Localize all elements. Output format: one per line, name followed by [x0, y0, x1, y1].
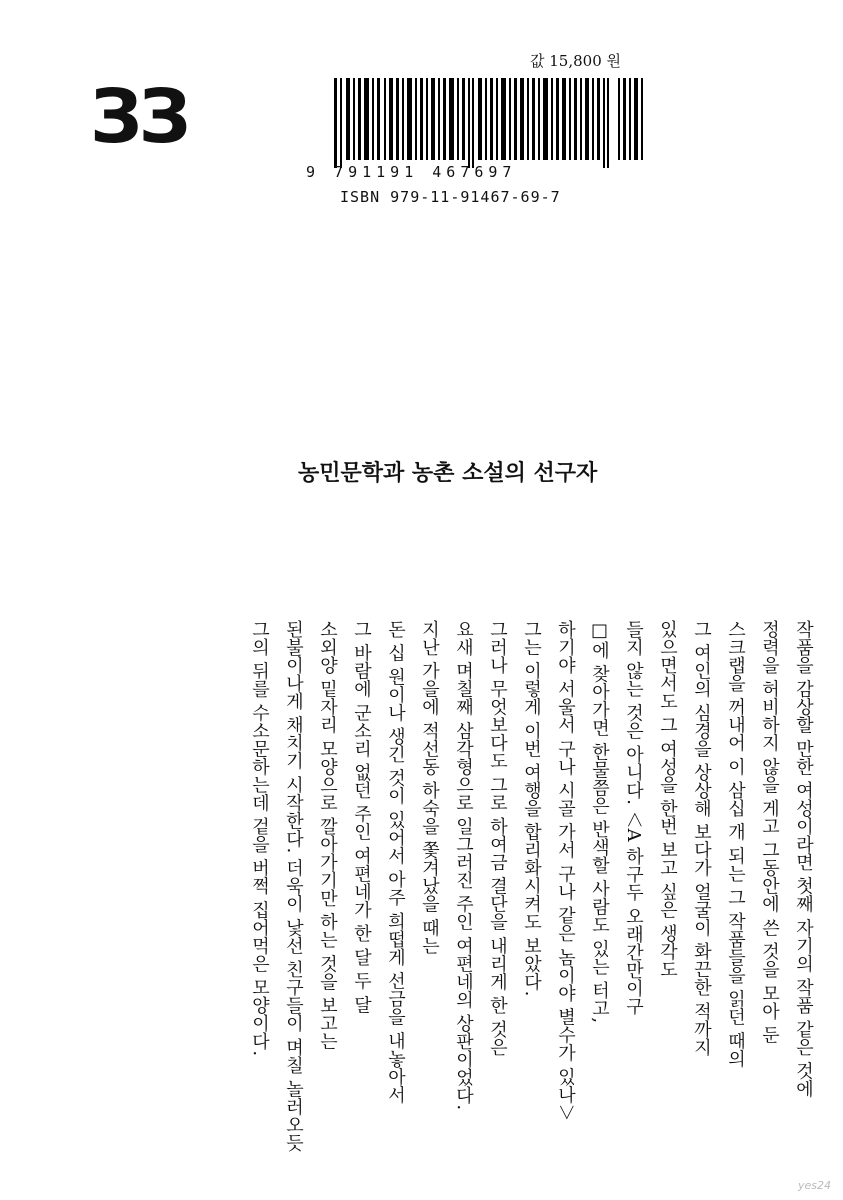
watermark: yes24	[797, 1179, 831, 1192]
excerpt-line: □에 찾아가면 한물쯤은 반색할 사람도 있는 터고,	[589, 620, 610, 1024]
excerpt-line: 그의 뒤를 수소문하는데 겉을 버쩍 집어먹은 모양이다.	[249, 620, 270, 1057]
excerpt-line: 하기야 서울서 구나 시골 가서 구나 같은 놈이야 별수가 있나＞	[555, 620, 576, 1122]
price-label: 값 15,800 원	[530, 52, 622, 70]
excerpt-line: 그는 이렇게 이번 여행을 합리화시켜도 보았다.	[521, 620, 542, 997]
excerpt-line: 그 여인의 심경을 상상해 보다가 얼굴이 화끈한 적까지	[691, 620, 712, 1057]
excerpt-line: 들지 않는 것은 아니다. ＜A 하구두 오래간만이구	[623, 620, 644, 1016]
excerpt-line: 그 바람에 군소리 없던 주인 여편네가 한 달 두 달	[351, 620, 372, 1014]
excerpt-line: 있으면서도 그 여성을 한번 보고 싶은 생각도	[657, 620, 678, 979]
excerpt-text	[20, 620, 820, 1190]
excerpt-line: 소외양 밑자리 모양으로 깔아가기만 하는 것을 보고는	[317, 620, 338, 1051]
barcode-digits: 9 791191 467697	[306, 163, 517, 181]
barcode-bars-icon	[306, 78, 644, 168]
tagline: 농민문학과 농촌 소설의 선구자	[298, 461, 598, 486]
excerpt-line: 스크랩을 꺼내어 이 삼십 개 되는 그 작품들을 읽던 때의	[725, 620, 746, 1068]
excerpt-line: 작품을 감상할 만한 여성이라면 첫째 자기의 작품 같은 것에	[793, 620, 814, 1098]
excerpt-line: 정력을 허비하지 않을 게고 그동안에 쓴 것을 모아 둔	[759, 620, 780, 1044]
excerpt-line: 요새 며칠째 삼각형으로 일그러진 주인 여편네의 상판이었다.	[453, 620, 474, 1111]
publisher-logo: ЗЗ	[90, 74, 188, 160]
excerpt-line: 된불이나게 채치기 시작한다. 더욱이 낯선 친구들이 며칠 놀러오듯	[283, 620, 304, 1152]
isbn-label: ISBN 979-11-91467-69-7	[340, 188, 561, 206]
excerpt-line: 돈 십 원이나 생긴 것이 있어서 아주 희떱게 선금을 내놓아서	[385, 620, 406, 1104]
excerpt-line: 그러나 무엇보다도 그로 하여금 결단을 내리게 한 것은	[487, 620, 508, 1057]
excerpt-line: 지난 가을에 적선동 하숙을 쫓겨났을 때는	[419, 620, 440, 955]
